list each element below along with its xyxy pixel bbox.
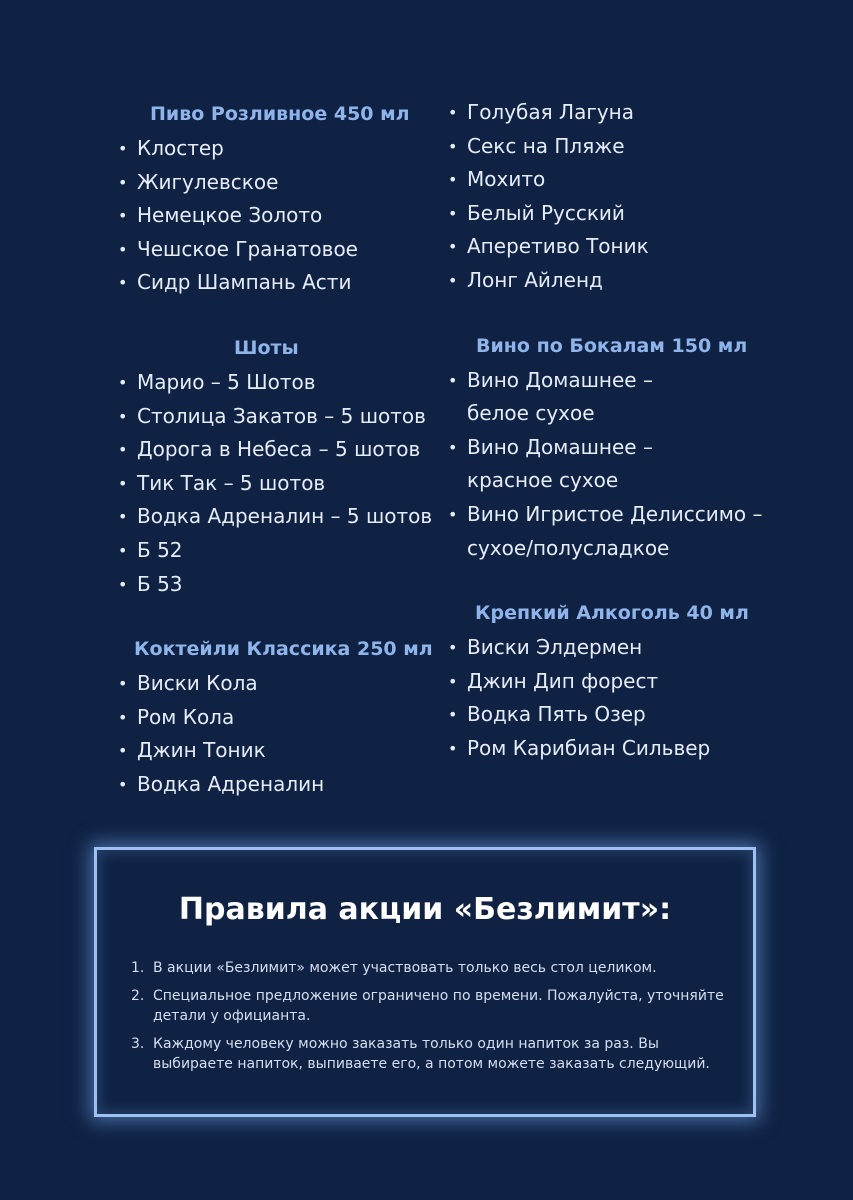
section-beer <box>118 96 438 300</box>
list-item <box>118 366 438 400</box>
bullet-icon: • <box>118 574 128 594</box>
item-label: Белый Русский <box>467 200 625 225</box>
bullet-icon: • <box>448 103 458 122</box>
rules-box <box>94 847 756 1117</box>
list-item <box>118 433 438 467</box>
list-item <box>448 364 778 431</box>
rule-text: В акции «Безлимит» может участвовать только весь стол целиком. <box>153 960 657 976</box>
bullet-icon: • <box>448 170 458 190</box>
list-item <box>118 500 438 534</box>
item-label: Виски Элдермен <box>467 635 643 660</box>
list-item <box>118 467 438 501</box>
bullet-icon: • <box>118 372 128 392</box>
section-title-shots: Шоты <box>234 336 299 359</box>
bullet-icon: • <box>118 774 128 794</box>
list-item <box>448 96 778 130</box>
bullet-icon: • <box>448 203 458 223</box>
list-item <box>448 732 778 766</box>
item-label: Тик Так – 5 шотов <box>137 470 326 495</box>
rule-item <box>131 958 731 978</box>
list-item <box>448 498 778 565</box>
list-item <box>118 667 438 701</box>
bullet-icon: • <box>448 671 458 691</box>
section-cocktails-more <box>448 96 778 298</box>
bullet-icon: • <box>448 270 458 290</box>
item-label: Водка Адреналин <box>137 771 325 796</box>
bullet-icon: • <box>118 674 128 694</box>
item-label: Ром Кола <box>137 704 235 729</box>
list-item <box>118 701 438 735</box>
rule-item <box>131 1034 731 1074</box>
list-item <box>118 199 438 233</box>
item-label: Б 52 <box>137 537 183 562</box>
bullet-icon: • <box>448 738 458 758</box>
item-label: Секс на Пляже <box>467 133 625 158</box>
item-label: Вино Игристое Делиссимо – <box>467 501 763 526</box>
beer-list <box>118 132 438 300</box>
bullet-icon: • <box>448 370 458 390</box>
list-item <box>118 768 438 802</box>
section-wine <box>448 328 778 566</box>
bullet-icon: • <box>118 206 128 226</box>
item-label: Водка Адреналин – 5 шотов <box>137 504 433 529</box>
item-label: Виски Кола <box>137 671 258 696</box>
list-item <box>448 431 778 498</box>
list-item <box>448 130 778 164</box>
bullet-icon: • <box>118 273 128 293</box>
bullet-icon: • <box>448 705 458 725</box>
bullet-icon: • <box>118 239 128 259</box>
list-item <box>448 230 778 264</box>
section-title-wine: Вино по Бокалам 150 мл <box>476 334 748 357</box>
item-label: Джин Дип форест <box>467 668 659 693</box>
item-label: Мохито <box>467 167 546 192</box>
item-label: Вино Домашнее – <box>467 367 653 392</box>
bullet-icon: • <box>118 139 128 158</box>
item-label: Дорога в Небеса – 5 шотов <box>137 437 421 462</box>
list-item <box>118 166 438 200</box>
list-item <box>118 233 438 267</box>
bullet-icon: • <box>448 237 458 257</box>
section-shots <box>118 330 438 601</box>
rule-text: Специальное предложение ограничено по времени. Пожалуйста, уточняйте детали у официанта. <box>153 988 724 1024</box>
item-label: Ром Карибиан Сильвер <box>467 735 711 760</box>
section-strong-alcohol <box>448 595 778 765</box>
section-title-strong: Крепкий Алкоголь 40 мл <box>475 602 749 625</box>
rule-number: 3. <box>131 1036 145 1052</box>
item-label: Аперетиво Тоник <box>467 234 649 259</box>
bullet-icon: • <box>448 136 458 156</box>
list-item <box>118 534 438 568</box>
item-label: Водка Пять Озер <box>467 702 646 727</box>
bullet-icon: • <box>118 172 128 192</box>
bullet-icon: • <box>118 540 128 560</box>
rule-text: Каждому человеку можно заказать только один напиток за раз. Вы выбираете напиток, выпиваете его, а потом можете заказать следующий. <box>153 1036 710 1072</box>
item-label: Сидр Шампань Асти <box>137 270 352 295</box>
bullet-icon: • <box>118 707 128 727</box>
list-item <box>448 631 778 665</box>
cocktails-classic-list <box>118 667 438 801</box>
list-item <box>118 400 438 434</box>
menu-column-left <box>118 96 438 802</box>
cocktails-more-list <box>448 96 778 298</box>
bullet-icon: • <box>448 437 458 457</box>
list-item <box>448 264 778 298</box>
list-item <box>118 568 438 602</box>
item-label: Клостер <box>137 136 224 160</box>
bullet-icon: • <box>118 507 128 527</box>
section-title-beer: Пиво Розливное 450 мл <box>150 103 410 125</box>
item-label: Джин Тоник <box>137 738 266 763</box>
rule-number: 2. <box>131 988 145 1004</box>
list-item <box>118 266 438 300</box>
item-label: Б 53 <box>137 571 183 596</box>
rules-list <box>131 958 731 1082</box>
item-label-continued: белое сухое <box>467 401 595 426</box>
strong-list <box>448 631 778 765</box>
item-label: Немецкое Золото <box>137 203 323 228</box>
list-item <box>448 163 778 197</box>
bullet-icon: • <box>448 638 458 658</box>
section-title-cocktails: Коктейли Классика 250 мл <box>134 638 433 661</box>
bullet-icon: • <box>118 741 128 761</box>
item-label-continued: красное сухое <box>467 468 619 493</box>
bullet-icon: • <box>118 440 128 460</box>
bullet-icon: • <box>118 406 128 426</box>
item-label: Чешское Гранатовое <box>137 236 358 261</box>
rule-number: 1. <box>131 960 145 976</box>
wine-list <box>448 364 778 566</box>
item-label-continued: сухое/полусладкое <box>467 535 670 560</box>
item-label: Марио – 5 Шотов <box>137 369 316 394</box>
list-item <box>448 665 778 699</box>
rule-item <box>131 986 731 1026</box>
menu-column-right <box>448 96 778 766</box>
section-cocktails-classic <box>118 631 438 801</box>
list-item <box>448 197 778 231</box>
bullet-icon: • <box>118 473 128 493</box>
item-label: Лонг Айленд <box>467 267 603 292</box>
rules-title: Правила акции «Безлимит»: <box>178 892 672 927</box>
list-item <box>118 132 438 166</box>
shots-list <box>118 366 438 601</box>
item-label: Голубая Лагуна <box>467 100 635 124</box>
item-label: Жигулевское <box>137 169 279 194</box>
item-label: Столица Закатов – 5 шотов <box>137 403 426 428</box>
list-item <box>118 734 438 768</box>
list-item <box>448 698 778 732</box>
bullet-icon: • <box>448 504 458 524</box>
item-label: Вино Домашнее – <box>467 434 653 459</box>
